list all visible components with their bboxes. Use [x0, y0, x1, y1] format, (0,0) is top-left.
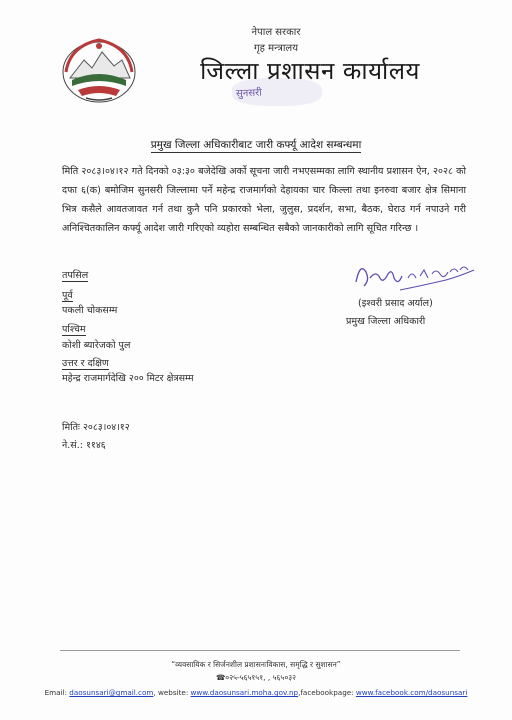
- reference-number: ने.सं.: ११४६: [62, 440, 106, 451]
- west-label-text: पश्चिम: [62, 324, 86, 335]
- signatory-title: प्रमुख जिल्ला अधिकारी: [346, 316, 426, 327]
- east-label: [62, 288, 73, 301]
- east-value: पकली चोकसम्म: [62, 305, 118, 316]
- footer-contacts: [0, 688, 512, 697]
- subject-line: [0, 138, 512, 152]
- ministry-name: गृह मन्त्रालय: [253, 43, 299, 54]
- signatory-name: (इश्वरी प्रसाद अर्याल): [358, 298, 433, 309]
- details-heading: [62, 268, 88, 281]
- website-link[interactable]: www.daosunsari.moha.gov.np: [190, 688, 299, 697]
- office-title: जिल्ला प्रशासन कार्यालय: [200, 57, 420, 85]
- government-name: नेपाल सरकार: [251, 27, 301, 38]
- website-label: , website:: [153, 688, 191, 697]
- north-south-value: महेन्द्र राजमार्गदेखि २०० मिटर क्षेत्रसम्म: [62, 373, 194, 384]
- details-heading-text: तपसिल: [62, 270, 89, 281]
- footer-motto: “व्यवसायिक र सिर्जनशील प्रशासनःविकास, समृद्धि र सुशासन”: [171, 660, 341, 669]
- west-label: [62, 322, 86, 335]
- facebook-link[interactable]: www.facebook.com/daosunsari: [355, 688, 468, 697]
- notice-body: मिति २०८३।०४।१२ गते दिनको ०३:३० बजेदेखि अर्को सूचना जारी नभएसम्मका लागि स्थानीय प्रशासन ऐन, २०२८ को दफा ६(क) बमोजिम सुनसरी जिल्लामा पर्ने महेन्द्र राजमार्गको देहायका चार किल्ला तथा इनरुवा बजार क्षेत्र सिमाना भित्र कसैले आवतजावत गर्न तथा कुनै पनि प्रकारको भेला, जुलुस, प्रदर्शन, सभा, बैठक, घेराउ गर्न नपाउने गरी अनिश्चितकालिन कर्फ्यू आदेश जारी गरिएको व्यहोरा सम्बन्धित सबैको जानकारीको लागि सूचित गरिन्छ ।: [62, 166, 466, 234]
- email-label: Email:: [44, 688, 70, 697]
- subject-text: प्रमुख जिल्ला अधिकारीबाट जारी कर्फ्यू आदेश सम्बन्धमा: [150, 139, 362, 151]
- footer-divider: [60, 650, 460, 651]
- north-south-label-text: उत्तर र दक्षिण: [62, 358, 109, 369]
- north-south-label: [62, 356, 109, 369]
- east-label-text: पूर्व: [62, 290, 73, 301]
- footer-phone: ☎०२५-५६५१५१, , ५६५०३२: [215, 673, 297, 682]
- facebook-label: ,facebookpage:: [298, 688, 356, 697]
- handwritten-signature: [350, 256, 480, 296]
- issue-date: मितिः २०८३।०४।१२: [62, 422, 130, 433]
- stamp-text: सुनसरी: [235, 87, 262, 100]
- west-value: कोशी ब्यारेजको पुल: [62, 340, 131, 351]
- email-link[interactable]: daosunsari@gmail.com: [69, 688, 154, 697]
